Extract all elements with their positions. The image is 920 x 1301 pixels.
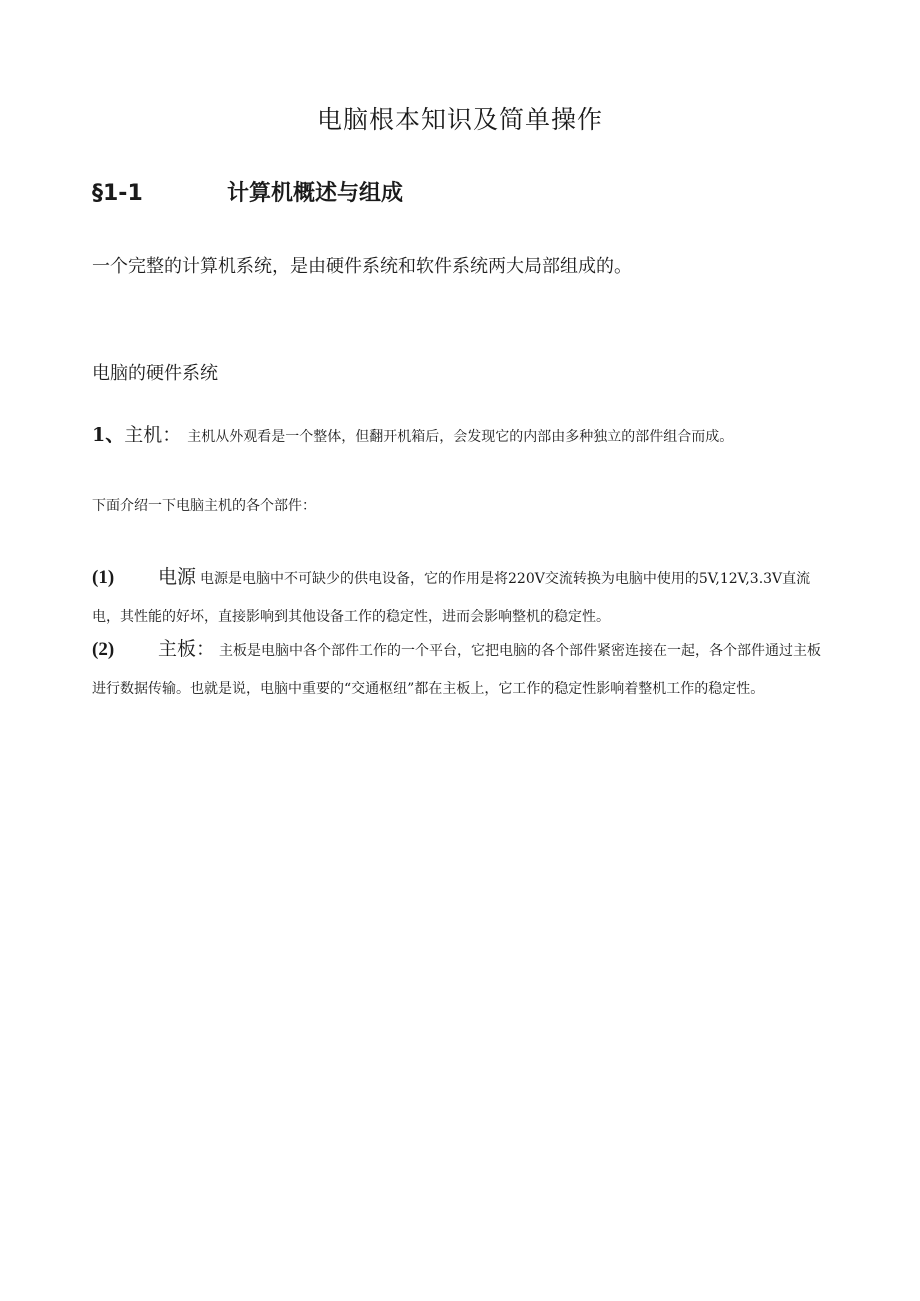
list-item-text: 主板是电脑中各个部件工作的一个平台，它把电脑的各个部件紧密连接在一起，各个部件通过主板进行数据传输。也就是说，电脑中重要的“交通枢纽”都在主板上，它工作的稳定性影响着整机工作的稳定性。: [92, 643, 822, 697]
section-number: §1-1: [92, 181, 143, 206]
list-item-name: 电源: [158, 566, 197, 588]
list-item-number: (2): [92, 639, 115, 660]
intro-paragraph: 一个完整的计算机系统，是由硬件系统和软件系统两大局部组成的。: [92, 256, 632, 277]
mainframe-number: 1、: [92, 424, 125, 446]
mainframe-lead: [92, 424, 181, 446]
list-item-power-supply: [92, 558, 832, 636]
list-item-name: 主板：: [158, 638, 216, 660]
section-title: 计算机概述与组成: [227, 181, 404, 206]
components-intro: 下面介绍一下电脑主机的各个部件：: [92, 498, 316, 514]
list-item-text: 电源是电脑中不可缺少的供电设备，它的作用是将220V交流转换为电脑中使用的5V,12V,3.3V直流电，其性能的好坏，直接影响到其他设备工作的稳定性，进而会影响整机的稳定性。: [92, 571, 811, 625]
list-item-number: (1): [92, 567, 115, 588]
mainframe-paragraph: [92, 420, 733, 447]
page-title: 电脑根本知识及简单操作: [316, 105, 603, 134]
mainframe-text: 主机从外观看是一个整体，但翻开机箱后，会发现它的内部由多种独立的部件组合而成。: [187, 429, 734, 445]
hardware-subheading: 电脑的硬件系统: [92, 363, 218, 384]
section-heading: [92, 176, 403, 207]
list-item-motherboard: [92, 630, 832, 708]
mainframe-label: 主机：: [124, 424, 182, 446]
